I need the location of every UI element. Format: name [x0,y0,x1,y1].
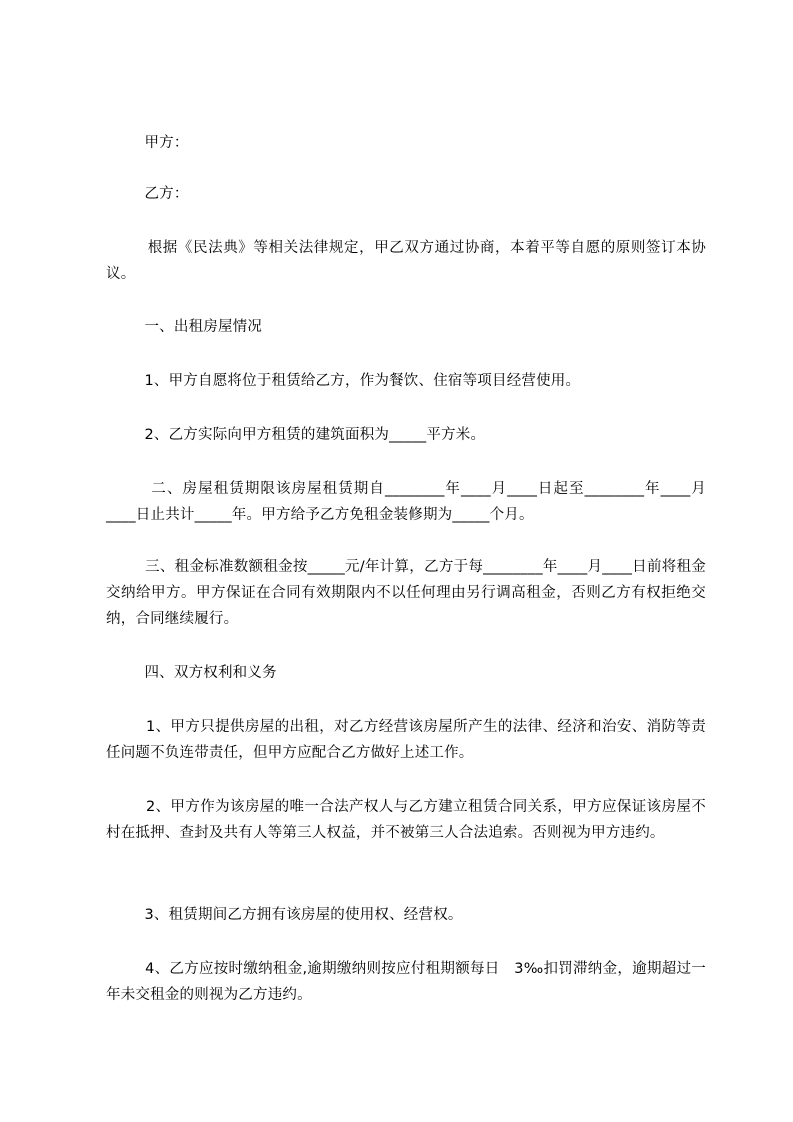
section1-item2: 2、乙方实际向甲方租赁的建筑面积为_____平方米。 [106,427,486,443]
section4-item3: 3、租赁期间乙方拥有该房屋的使用权、经营权。 [106,907,463,923]
section1-item1: 1、甲方自愿将位于租赁给乙方，作为餐饮、住宿等项目经营使用。 [106,373,581,389]
party-b-line: 乙方： [106,186,189,202]
party-a-line: 甲方： [106,135,189,151]
section1-title: 一、出租房屋情况 [106,319,263,335]
section3-paragraph: 三、租金标准数额租金按_____元/年计算，乙方于每________年____月____日前将租金交纳给甲方。甲方保证在合同有效期限内不以任何理由另行调高租金，否则乙方有权拒绝交纳，合同继续履行。 [106,559,706,627]
intro-paragraph: 根据《民法典》等相关法律规定，甲乙双方通过协商，本着平等自愿的原则签订本协议。 [106,240,706,282]
section4-item2: 2、甲方作为该房屋的唯一合法产权人与乙方建立租赁合同关系，甲方应保证该房屋不村在抵押、查封及共有人等第三人权益，并不被第三人合法追索。否则视为甲方违约。 [106,799,706,841]
section4-item4: 4、乙方应按时缴纳租金,逾期缴纳则按应付租期额每日 3‰扣罚滞纳金，逾期超过一年未交租金的则视为乙方违约。 [106,961,706,1003]
section2-paragraph: 二、房屋租赁期限该房屋租赁期自________年____月____日起至________年____月____日止共计_____年。甲方给予乙方免租金装修期为_____个月。 [106,481,706,523]
section4-item1: 1、甲方只提供房屋的出租，对乙方经营该房屋所产生的法律、经济和治安、消防等责任问题不负连带责任，但甲方应配合乙方做好上述工作。 [106,719,706,761]
section4-title: 四、双方权利和义务 [106,665,277,681]
